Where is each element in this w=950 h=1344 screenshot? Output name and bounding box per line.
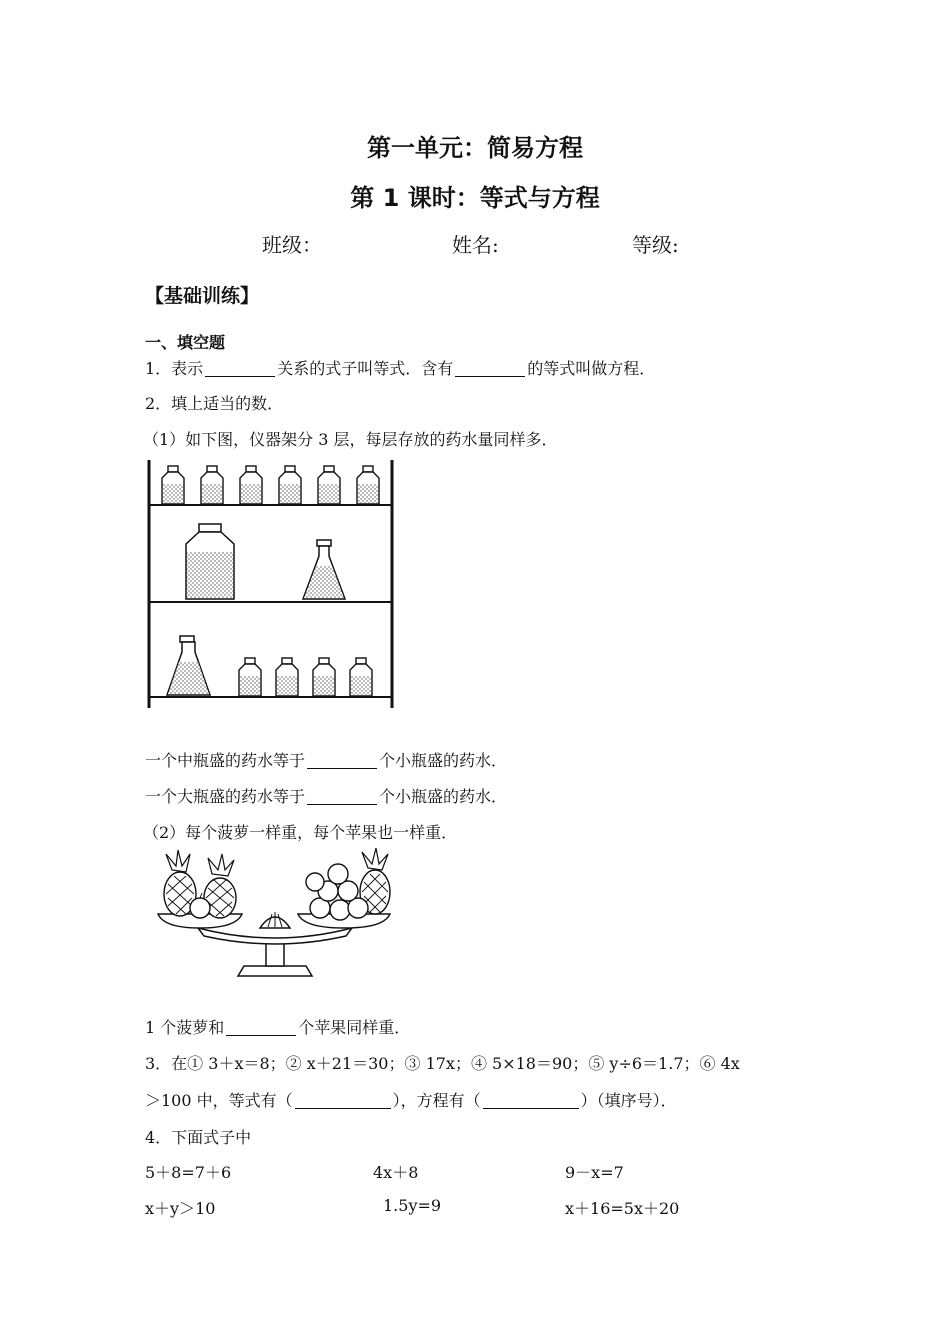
small-bottle: [318, 466, 340, 504]
q1-blank-2[interactable]: [455, 360, 525, 377]
q3-text-b: ），方程有（: [392, 1091, 481, 1110]
q1-text-b: 关系的式子叫等式．含有: [277, 359, 454, 378]
pineapple-blank[interactable]: [226, 1019, 296, 1036]
apple-pile: [306, 864, 368, 920]
q4-expression: x＋y＞10: [145, 1199, 216, 1218]
large-text-a: 一个大瓶盛的药水等于: [145, 787, 306, 806]
small-bottle: [201, 466, 223, 504]
medium-text-a: 一个中瓶盛的药水等于: [145, 751, 306, 770]
question-2-sub1: （1）如下图，仪器架分 3 层，每层存放的药水量同样多．: [143, 430, 558, 449]
question-4-intro: 4．下面式子中: [145, 1128, 252, 1147]
large-bottle: [186, 524, 234, 599]
question-3-line1: 3．在① 3＋x＝8；② x＋21＝30；③ 17x；④ 5×18＝90；⑤ y÷6＝1.7；⑥ 4x: [145, 1054, 740, 1073]
lesson-title: 第 1 课时：等式与方程: [350, 184, 600, 212]
large-blank[interactable]: [307, 788, 377, 805]
balance-scale-illustration: [150, 848, 400, 988]
pine-text-b: 个苹果同样重．: [298, 1018, 411, 1037]
question-2-intro: 2．填上适当的数．: [145, 394, 284, 413]
medium-blank[interactable]: [307, 752, 377, 769]
q4-expression: 9－x=7: [565, 1163, 624, 1182]
unit-title: 第一单元：简易方程: [367, 134, 583, 162]
medium-flask: [303, 540, 345, 599]
pine-text-a: 1 个菠萝和: [145, 1018, 225, 1037]
question-1: [145, 356, 655, 379]
small-bottle: [350, 658, 372, 696]
question-2-sub2: （2）每个菠萝一样重，每个苹果也一样重．: [143, 823, 458, 842]
small-bottle: [240, 466, 262, 504]
q3-text-c: ）（填序号）．: [580, 1091, 677, 1110]
q4-expression: 5＋8=7＋6: [145, 1163, 232, 1182]
q1-text-a: 1．表示: [145, 359, 204, 378]
name-label: 姓名:: [452, 233, 499, 257]
small-bottle: [162, 466, 184, 504]
question-3-line2: [145, 1088, 677, 1111]
medium-bottle-question: [145, 748, 507, 771]
large-bottle-question: [145, 784, 507, 807]
small-bottle: [239, 658, 261, 696]
q1-text-c: 的等式叫做方程．: [527, 359, 656, 378]
shelf-illustration: [140, 458, 402, 714]
q3-text-a: ＞100 中，等式有（: [145, 1091, 293, 1110]
grade-label: 等级:: [632, 233, 679, 257]
small-bottle: [279, 466, 301, 504]
section-heading: 【基础训练】: [145, 285, 260, 307]
q4-expression: x＋16=5x＋20: [565, 1199, 680, 1218]
small-bottle: [276, 658, 298, 696]
pineapple-question: [145, 1015, 410, 1038]
class-label: 班级：: [262, 233, 322, 257]
medium-text-b: 个小瓶盛的药水．: [379, 751, 508, 770]
medium-flask: [167, 636, 210, 695]
small-bottle: [357, 466, 379, 504]
q1-blank-1[interactable]: [205, 360, 275, 377]
large-text-b: 个小瓶盛的药水．: [379, 787, 508, 806]
q4-expression: 4x＋8: [373, 1163, 419, 1182]
equations-blank[interactable]: [295, 1092, 391, 1109]
formulas-blank[interactable]: [483, 1092, 579, 1109]
small-bottle: [313, 658, 335, 696]
part-heading: 一、填空题: [145, 333, 226, 352]
q4-expression: 1.5y=9: [383, 1196, 442, 1215]
